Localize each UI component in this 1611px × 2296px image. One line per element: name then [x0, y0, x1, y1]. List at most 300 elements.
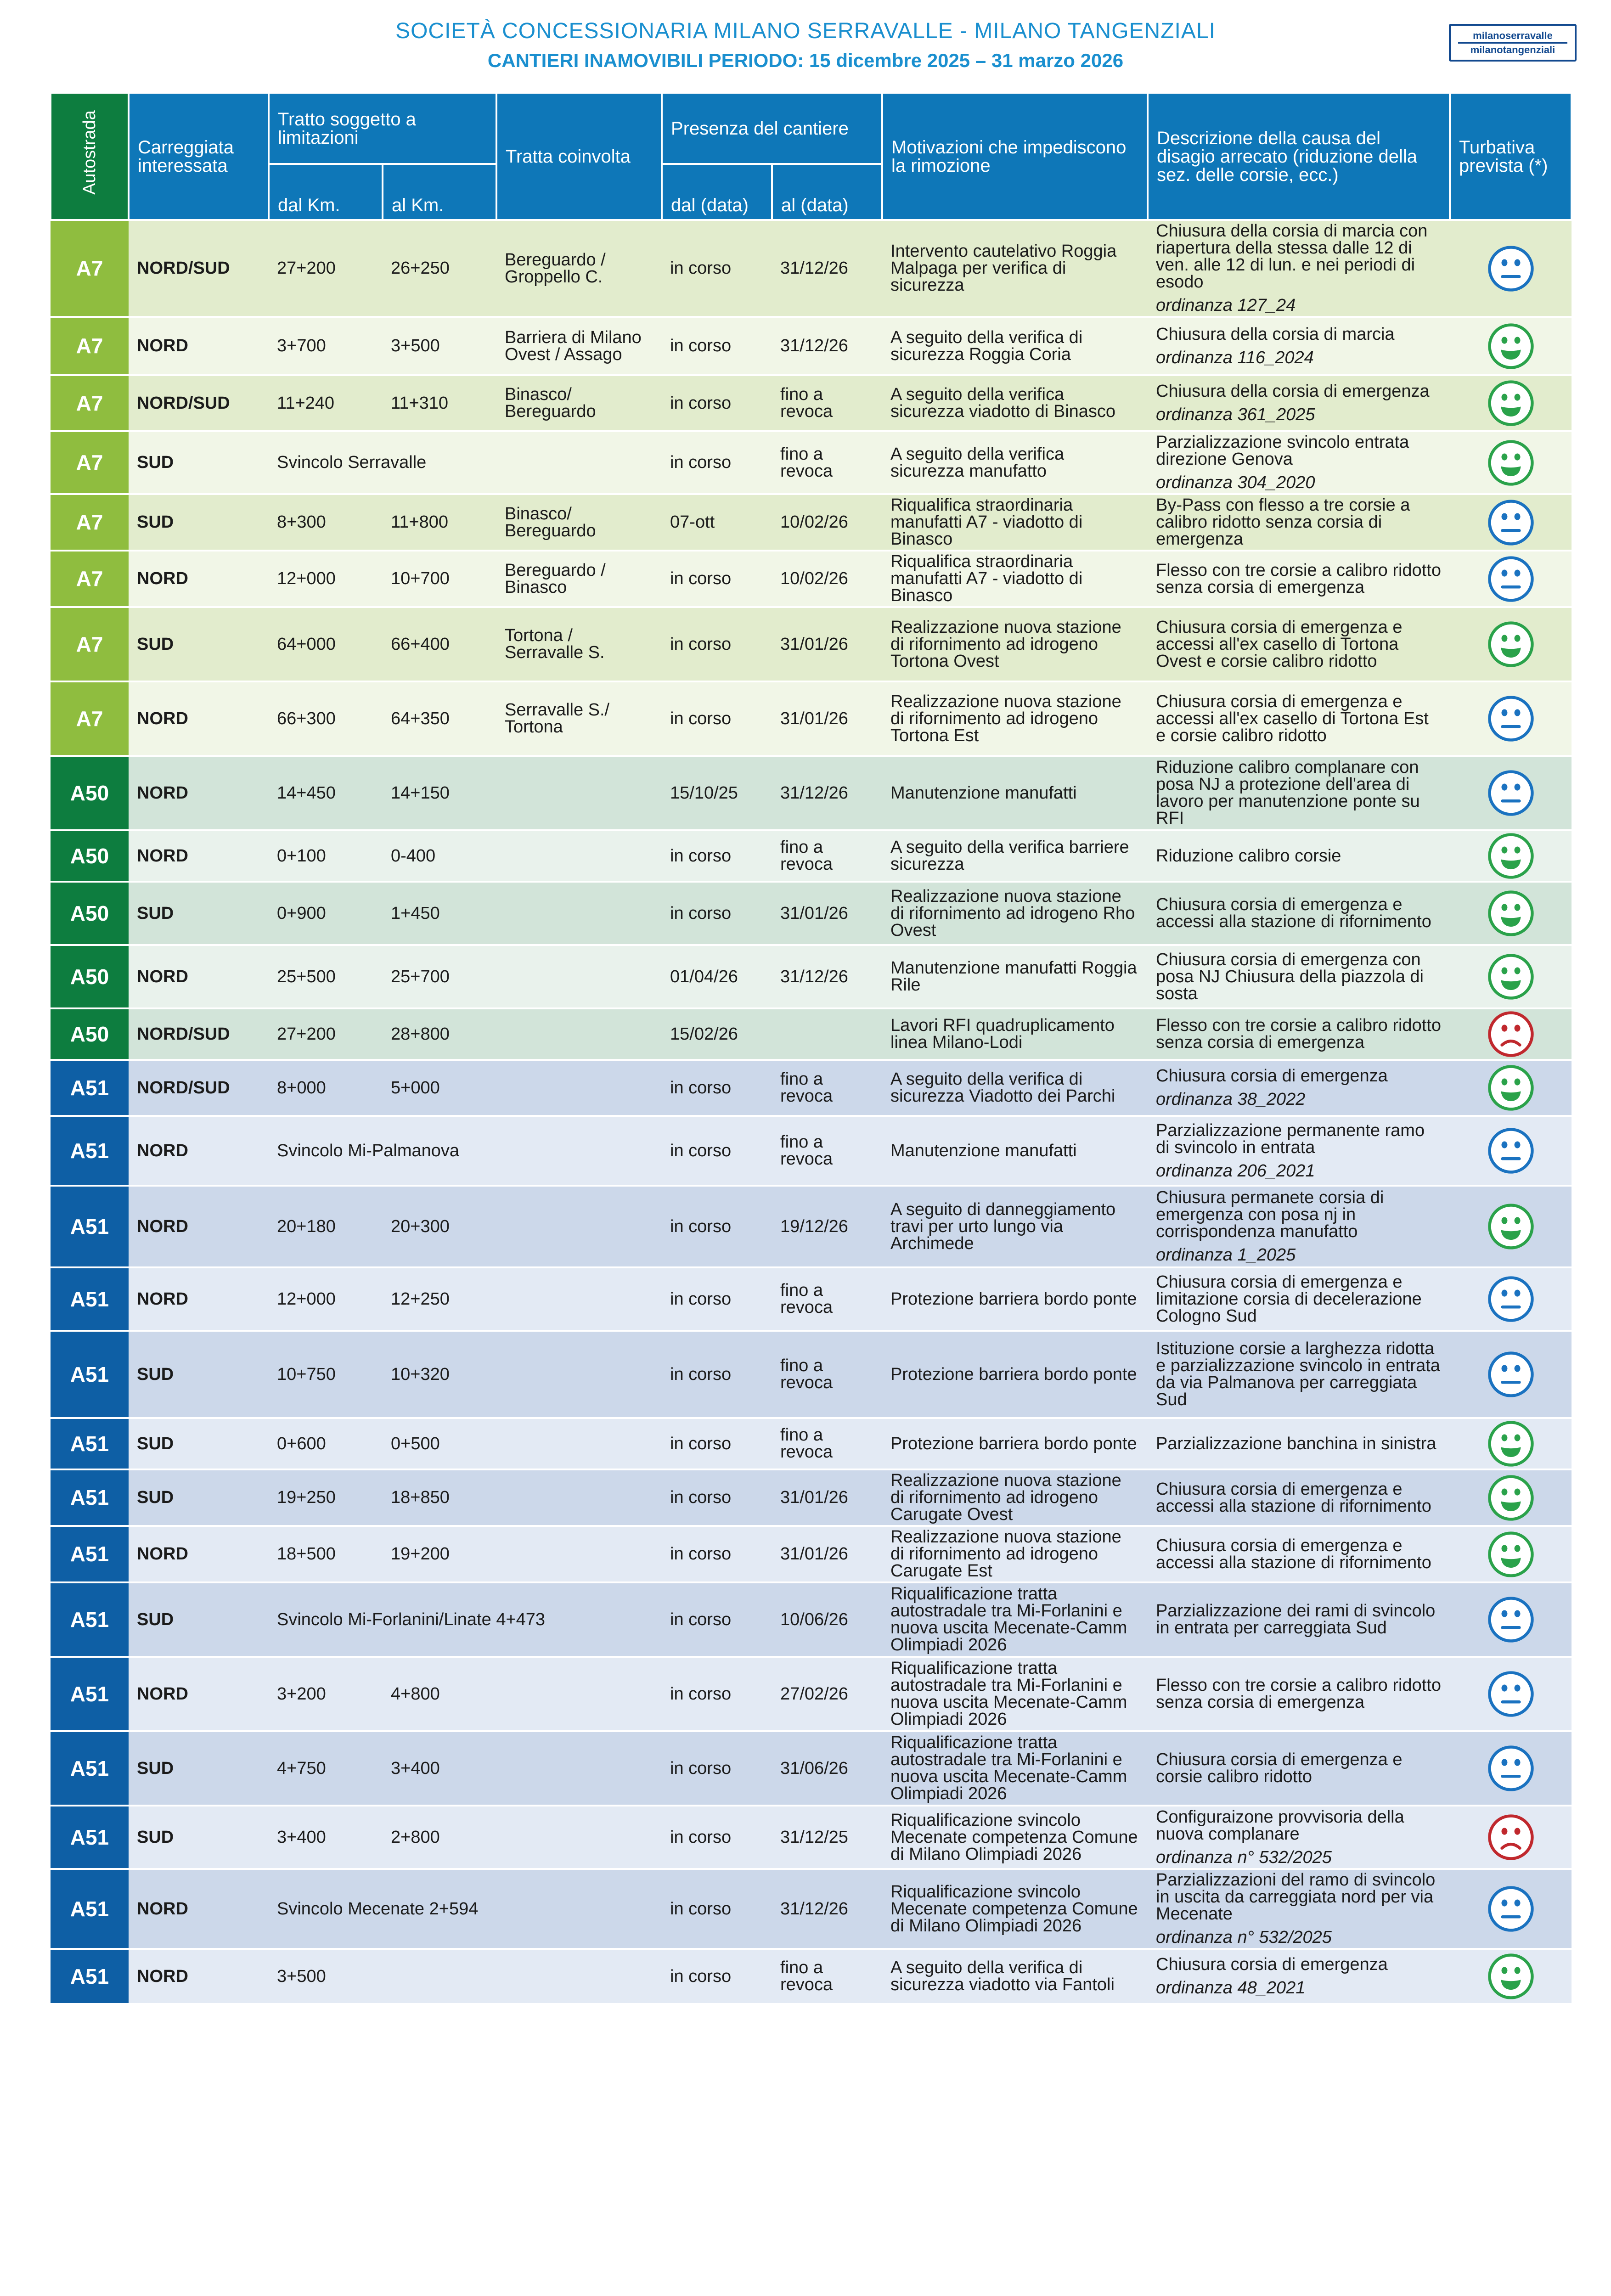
- table-row: [51, 1582, 1572, 1657]
- to-km-cell: 5+000: [383, 1060, 496, 1116]
- to-date-cell: fino a revoca: [772, 1060, 882, 1116]
- to-km-cell: 11+800: [383, 494, 496, 551]
- smiley-neutral-blue-icon: [1486, 1758, 1536, 1777]
- to-km-cell: 3+500: [383, 317, 496, 375]
- direction-cell: NORD/SUD: [129, 220, 269, 317]
- description-cell: [1148, 1008, 1450, 1060]
- smiley-green-icon: [1486, 336, 1536, 355]
- description-cell: [1148, 1526, 1450, 1582]
- col-tratta: Tratta coinvolta: [496, 93, 662, 220]
- impact-cell: [1450, 431, 1572, 494]
- to-km-cell: 12+250: [383, 1267, 496, 1331]
- description-text: Chiusura corsia di emergenza e accessi alla stazione di rifornimento: [1156, 895, 1431, 931]
- section-cell: Barriera di Milano Ovest / Assago: [496, 317, 662, 375]
- from-km-cell: 19+250: [269, 1469, 383, 1526]
- from-km-cell: 8+000: [269, 1060, 383, 1116]
- impact-cell: [1450, 220, 1572, 317]
- impact-cell: [1450, 945, 1572, 1008]
- reason-cell: Riqualificazione tratta autostradale tra Mi-Forlanini e nuova uscita Mecenate-Camm Olimpiadi 2026: [882, 1582, 1148, 1657]
- table-row: [51, 1267, 1572, 1331]
- direction-cell: SUD: [129, 882, 269, 945]
- table-row: [51, 1657, 1572, 1731]
- to-km-cell: 19+200: [383, 1526, 496, 1582]
- table-row: [51, 756, 1572, 830]
- description-text: By-Pass con flesso a tre corsie a calibro ridotto senza corsia di emergenza: [1156, 495, 1410, 549]
- direction-cell: SUD: [129, 1582, 269, 1657]
- direction-cell: NORD: [129, 551, 269, 607]
- section-cell: Bereguardo / Groppello C.: [496, 220, 662, 317]
- from-km-cell: 18+500: [269, 1526, 383, 1582]
- section-cell: Binasco/ Bereguardo: [496, 375, 662, 431]
- highway-label: A7: [51, 607, 129, 681]
- from-km-cell: 11+240: [269, 375, 383, 431]
- reason-cell: Riqualificazione tratta autostradale tra Mi-Forlanini e nuova uscita Mecenate-Camm Olimpiadi 2026: [882, 1657, 1148, 1731]
- direction-cell: SUD: [129, 1469, 269, 1526]
- to-km-cell: 3+400: [383, 1731, 496, 1806]
- from-date-cell: in corso: [662, 830, 772, 882]
- from-date-cell: 01/04/26: [662, 945, 772, 1008]
- section-cell: Binasco/ Bereguardo: [496, 494, 662, 551]
- highway-label: A51: [51, 1469, 129, 1526]
- smiley-green-icon: [1486, 966, 1536, 985]
- to-date-cell: 31/01/26: [772, 1469, 882, 1526]
- description-cell: [1148, 945, 1450, 1008]
- highway-label: A7: [51, 375, 129, 431]
- to-km-cell: 10+320: [383, 1331, 496, 1418]
- to-date-cell: 19/12/26: [772, 1186, 882, 1267]
- highway-label: A51: [51, 1657, 129, 1731]
- reason-cell: Riqualificazione svincolo Mecenate competenza Comune di Milano Olimpiadi 2026: [882, 1869, 1148, 1949]
- impact-cell: [1450, 1806, 1572, 1869]
- description-cell: [1148, 1731, 1450, 1806]
- to-km-cell: 26+250: [383, 220, 496, 317]
- description-text: Parzializzazioni del ramo di svincolo in uscita da carreggiata nord per via Mecenate: [1156, 1870, 1436, 1924]
- ordinance-text: ordinanza 116_2024: [1156, 348, 1314, 367]
- smiley-neutral-blue-icon: [1486, 512, 1536, 531]
- from-date-cell: in corso: [662, 1186, 772, 1267]
- col-autostrada: Autostrada: [51, 93, 129, 220]
- description-cell: [1148, 1060, 1450, 1116]
- smiley-neutral-blue-icon: [1486, 782, 1536, 802]
- from-date-cell: in corso: [662, 220, 772, 317]
- to-date-cell: 31/01/26: [772, 1526, 882, 1582]
- description-text: Parzializzazione permanente ramo di svincolo in entrata: [1156, 1120, 1425, 1157]
- reason-cell: Intervento cautelativo Roggia Malpaga per verifica di sicurezza: [882, 220, 1148, 317]
- highway-label: A51: [51, 1526, 129, 1582]
- section-cell: [496, 1806, 662, 1869]
- highway-label: A51: [51, 1116, 129, 1186]
- section-cell: [496, 1949, 662, 2003]
- to-km-cell: 4+800: [383, 1657, 496, 1731]
- highway-label: A7: [51, 494, 129, 551]
- from-km-cell: 64+000: [269, 607, 383, 681]
- smiley-green-icon: [1486, 452, 1536, 472]
- section-span-cell: Svincolo Mi-Palmanova: [269, 1116, 662, 1186]
- table-row: [51, 317, 1572, 375]
- direction-cell: NORD: [129, 1267, 269, 1331]
- description-cell: [1148, 551, 1450, 607]
- sad-face-red-icon: [1486, 1024, 1536, 1043]
- to-date-cell: 31/01/26: [772, 882, 882, 945]
- highway-label: A50: [51, 1008, 129, 1060]
- ordinance-text: ordinanza 361_2025: [1156, 405, 1315, 424]
- direction-cell: NORD: [129, 681, 269, 756]
- highway-label: A51: [51, 1949, 129, 2003]
- description-text: Parzializzazione dei rami di svincolo in entrata per carreggiata Sud: [1156, 1601, 1436, 1638]
- period-subtitle: CANTIERI INAMOVIBILI PERIODO: 15 dicembre 2025 – 31 marzo 2026: [487, 50, 1124, 71]
- to-date-cell: fino a revoca: [772, 1116, 882, 1186]
- to-km-cell: 0-400: [383, 830, 496, 882]
- to-km-cell: 18+850: [383, 1469, 496, 1526]
- to-date-cell: 31/01/26: [772, 681, 882, 756]
- smiley-green-icon: [1486, 1216, 1536, 1235]
- reason-cell: Riqualificazione svincolo Mecenate competenza Comune di Milano Olimpiadi 2026: [882, 1806, 1148, 1869]
- description-text: Istituzione corsie a larghezza ridotta e parzializzazione svincolo in entrata da via Palmanova per carreggiata Sud: [1156, 1339, 1440, 1409]
- to-date-cell: 31/06/26: [772, 1731, 882, 1806]
- section-cell: [496, 1526, 662, 1582]
- impact-cell: [1450, 551, 1572, 607]
- impact-cell: [1450, 1526, 1572, 1582]
- smiley-green-icon: [1486, 903, 1536, 922]
- reason-cell: Protezione barriera bordo ponte: [882, 1418, 1148, 1469]
- col-al-km: al Km.: [383, 164, 496, 220]
- description-cell: [1148, 1657, 1450, 1731]
- smiley-neutral-blue-icon: [1486, 1898, 1536, 1918]
- from-date-cell: in corso: [662, 1267, 772, 1331]
- reason-cell: Realizzazione nuova stazione di rifornimento ad idrogeno Carugate Ovest: [882, 1469, 1148, 1526]
- to-date-cell: fino a revoca: [772, 1949, 882, 2003]
- to-km-cell: [383, 1949, 496, 2003]
- table-row: [51, 1731, 1572, 1806]
- col-dal-km: dal Km.: [269, 164, 383, 220]
- direction-cell: NORD: [129, 756, 269, 830]
- table-row: [51, 1806, 1572, 1869]
- highway-label: A7: [51, 681, 129, 756]
- description-cell: [1148, 1582, 1450, 1657]
- direction-cell: NORD: [129, 1949, 269, 2003]
- description-text: Chiusura corsia di emergenza e accessi all'ex casello di Tortona Est e corsie calibro ridotto: [1156, 692, 1429, 745]
- impact-cell: [1450, 1060, 1572, 1116]
- smiley-neutral-blue-icon: [1486, 1609, 1536, 1628]
- description-cell: [1148, 1806, 1450, 1869]
- from-km-cell: 66+300: [269, 681, 383, 756]
- impact-cell: [1450, 1008, 1572, 1060]
- description-cell: [1148, 681, 1450, 756]
- smiley-green-icon: [1486, 1966, 1536, 1985]
- description-cell: [1148, 1331, 1450, 1418]
- to-date-cell: fino a revoca: [772, 431, 882, 494]
- description-text: Flesso con tre corsie a calibro ridotto senza corsia di emergenza: [1156, 1016, 1441, 1052]
- description-text: Chiusura corsia di emergenza e corsie calibro ridotto: [1156, 1750, 1403, 1786]
- direction-cell: SUD: [129, 607, 269, 681]
- to-date-cell: [772, 1008, 882, 1060]
- smiley-green-icon: [1486, 1433, 1536, 1452]
- direction-cell: SUD: [129, 1806, 269, 1869]
- reason-cell: Protezione barriera bordo ponte: [882, 1331, 1148, 1418]
- impact-cell: [1450, 1331, 1572, 1418]
- direction-cell: SUD: [129, 431, 269, 494]
- impact-cell: [1450, 375, 1572, 431]
- ordinance-text: ordinanza 48_2021: [1156, 1978, 1306, 1998]
- from-km-cell: 27+200: [269, 220, 383, 317]
- section-cell: [496, 830, 662, 882]
- table-row: [51, 431, 1572, 494]
- description-text: Chiusura corsia di emergenza: [1156, 1955, 1388, 1974]
- direction-cell: NORD/SUD: [129, 1008, 269, 1060]
- table-row: [51, 1008, 1572, 1060]
- description-text: Parzializzazione svincolo entrata direzione Genova: [1156, 433, 1409, 469]
- section-cell: [496, 1008, 662, 1060]
- impact-cell: [1450, 882, 1572, 945]
- impact-cell: [1450, 1869, 1572, 1949]
- from-date-cell: in corso: [662, 607, 772, 681]
- from-date-cell: in corso: [662, 1869, 772, 1949]
- table-row: [51, 1526, 1572, 1582]
- reason-cell: Manutenzione manufatti: [882, 756, 1148, 830]
- to-date-cell: fino a revoca: [772, 375, 882, 431]
- reason-cell: A seguito di danneggiamento travi per urto lungo via Archimede: [882, 1186, 1148, 1267]
- to-km-cell: 25+700: [383, 945, 496, 1008]
- smiley-green-icon: [1486, 634, 1536, 653]
- to-date-cell: 31/12/26: [772, 220, 882, 317]
- description-text: Chiusura corsia di emergenza e accessi all'ex casello di Tortona Ovest e corsie calibro ridotto: [1156, 617, 1403, 671]
- to-km-cell: 20+300: [383, 1186, 496, 1267]
- direction-cell: NORD/SUD: [129, 1060, 269, 1116]
- table-row: [51, 1186, 1572, 1267]
- description-text: Chiusura corsia di emergenza e accessi alla stazione di rifornimento: [1156, 1479, 1431, 1516]
- to-date-cell: fino a revoca: [772, 1418, 882, 1469]
- direction-cell: NORD: [129, 1869, 269, 1949]
- to-km-cell: 11+310: [383, 375, 496, 431]
- ordinance-text: ordinanza 1_2025: [1156, 1245, 1296, 1265]
- to-date-cell: 10/02/26: [772, 551, 882, 607]
- col-carreggiata: Carreggiata interessata: [129, 93, 269, 220]
- impact-cell: [1450, 681, 1572, 756]
- reason-cell: Riqualificazione tratta autostradale tra Mi-Forlanini e nuova uscita Mecenate-Camm Olimpiadi 2026: [882, 1731, 1148, 1806]
- reason-cell: Realizzazione nuova stazione di rifornimento ad idrogeno Carugate Est: [882, 1526, 1148, 1582]
- description-text: Flesso con tre corsie a calibro ridotto senza corsia di emergenza: [1156, 1676, 1441, 1712]
- description-text: Chiusura corsia di emergenza: [1156, 1066, 1388, 1086]
- from-km-cell: 0+600: [269, 1418, 383, 1469]
- impact-cell: [1450, 1418, 1572, 1469]
- reason-cell: Realizzazione nuova stazione di rifornimento ad idrogeno Tortona Est: [882, 681, 1148, 756]
- description-cell: [1148, 1267, 1450, 1331]
- impact-cell: [1450, 830, 1572, 882]
- section-cell: [496, 756, 662, 830]
- reason-cell: Riqualifica straordinaria manufatti A7 - viadotto di Binasco: [882, 551, 1148, 607]
- to-date-cell: 31/12/26: [772, 1869, 882, 1949]
- description-text: Chiusura della corsia di marcia: [1156, 324, 1395, 344]
- direction-cell: NORD: [129, 945, 269, 1008]
- from-km-cell: 10+750: [269, 1331, 383, 1418]
- reason-cell: Manutenzione manufatti: [882, 1116, 1148, 1186]
- description-cell: [1148, 1869, 1450, 1949]
- impact-cell: [1450, 1731, 1572, 1806]
- to-date-cell: 27/02/26: [772, 1657, 882, 1731]
- direction-cell: NORD: [129, 1116, 269, 1186]
- to-date-cell: 31/12/26: [772, 317, 882, 375]
- col-motivazioni: Motivazioni che impediscono la rimozione: [882, 93, 1148, 220]
- col-dal-data: dal (data): [662, 164, 772, 220]
- from-date-cell: in corso: [662, 882, 772, 945]
- smiley-green-icon: [1486, 393, 1536, 412]
- from-km-cell: 20+180: [269, 1186, 383, 1267]
- to-km-cell: 64+350: [383, 681, 496, 756]
- reason-cell: Riqualifica straordinaria manufatti A7 - viadotto di Binasco: [882, 494, 1148, 551]
- highway-label: A50: [51, 882, 129, 945]
- reason-cell: Realizzazione nuova stazione di rifornimento ad idrogeno Tortona Ovest: [882, 607, 1148, 681]
- description-cell: [1148, 1469, 1450, 1526]
- table-row: [51, 494, 1572, 551]
- ordinance-text: ordinanza 304_2020: [1156, 473, 1315, 492]
- smiley-green-icon: [1486, 1487, 1536, 1507]
- section-cell: [496, 1060, 662, 1116]
- table-row: [51, 681, 1572, 756]
- from-date-cell: 15/02/26: [662, 1008, 772, 1060]
- direction-cell: NORD/SUD: [129, 375, 269, 431]
- section-cell: [496, 1731, 662, 1806]
- ordinance-text: ordinanza 206_2021: [1156, 1161, 1315, 1181]
- table-row: [51, 830, 1572, 882]
- description-cell: [1148, 756, 1450, 830]
- highway-label: A51: [51, 1869, 129, 1949]
- highway-label: A7: [51, 431, 129, 494]
- from-km-cell: 27+200: [269, 1008, 383, 1060]
- section-span-cell: Svincolo Mecenate 2+594: [269, 1869, 662, 1949]
- direction-cell: SUD: [129, 1731, 269, 1806]
- impact-cell: [1450, 607, 1572, 681]
- from-km-cell: 3+500: [269, 1949, 383, 2003]
- to-date-cell: fino a revoca: [772, 830, 882, 882]
- from-date-cell: 15/10/25: [662, 756, 772, 830]
- description-cell: [1148, 494, 1450, 551]
- from-date-cell: in corso: [662, 1526, 772, 1582]
- highway-label: A51: [51, 1582, 129, 1657]
- from-date-cell: in corso: [662, 681, 772, 756]
- impact-cell: [1450, 1657, 1572, 1731]
- highway-label: A7: [51, 317, 129, 375]
- to-km-cell: 2+800: [383, 1806, 496, 1869]
- section-cell: Serravalle S./ Tortona: [496, 681, 662, 756]
- section-cell: [496, 1469, 662, 1526]
- description-cell: [1148, 1418, 1450, 1469]
- direction-cell: SUD: [129, 494, 269, 551]
- to-km-cell: 0+500: [383, 1418, 496, 1469]
- description-text: Riduzione calibro complanare con posa NJ a protezione dell'area di lavoro per manutenzione ponte su RFI: [1156, 758, 1420, 828]
- highway-label: A51: [51, 1267, 129, 1331]
- direction-cell: SUD: [129, 1331, 269, 1418]
- reason-cell: Protezione barriera bordo ponte: [882, 1267, 1148, 1331]
- logo-line-1: milanoserravalle: [1473, 29, 1553, 41]
- col-tratto: Tratto soggetto a limitazioni: [269, 93, 496, 164]
- impact-cell: [1450, 1949, 1572, 2003]
- from-date-cell: in corso: [662, 1731, 772, 1806]
- table-row: [51, 1869, 1572, 1949]
- ordinance-text: ordinanza n° 532/2025: [1156, 1928, 1332, 1947]
- ordinance-text: ordinanza 38_2022: [1156, 1090, 1306, 1109]
- table-row: [51, 375, 1572, 431]
- to-date-cell: fino a revoca: [772, 1267, 882, 1331]
- smiley-green-icon: [1486, 845, 1536, 865]
- impact-cell: [1450, 1582, 1572, 1657]
- to-date-cell: 31/12/25: [772, 1806, 882, 1869]
- table-row: [51, 1418, 1572, 1469]
- from-date-cell: in corso: [662, 431, 772, 494]
- to-date-cell: 31/12/26: [772, 945, 882, 1008]
- to-km-cell: 28+800: [383, 1008, 496, 1060]
- description-cell: [1148, 317, 1450, 375]
- description-text: Chiusura corsia di emergenza e limitazione corsia di decelerazione Cologno Sud: [1156, 1272, 1422, 1326]
- from-date-cell: in corso: [662, 375, 772, 431]
- section-cell: [496, 1331, 662, 1418]
- section-cell: [496, 945, 662, 1008]
- to-date-cell: 10/02/26: [772, 494, 882, 551]
- description-text: Chiusura della corsia di emergenza: [1156, 382, 1430, 401]
- from-date-cell: in corso: [662, 1582, 772, 1657]
- impact-cell: [1450, 1267, 1572, 1331]
- table-row: [51, 882, 1572, 945]
- from-date-cell: 07-ott: [662, 494, 772, 551]
- from-date-cell: in corso: [662, 1060, 772, 1116]
- from-km-cell: 14+450: [269, 756, 383, 830]
- reason-cell: A seguito della verifica barriere sicurezza: [882, 830, 1148, 882]
- highway-label: A51: [51, 1060, 129, 1116]
- from-km-cell: 3+200: [269, 1657, 383, 1731]
- highway-label: A51: [51, 1186, 129, 1267]
- from-date-cell: in corso: [662, 1116, 772, 1186]
- table-row: [51, 1949, 1572, 2003]
- table-row: [51, 551, 1572, 607]
- smiley-green-icon: [1486, 1544, 1536, 1563]
- description-text: Configuraizone provvisoria della nuova complanare: [1156, 1807, 1404, 1844]
- section-cell: Bereguardo / Binasco: [496, 551, 662, 607]
- highway-label: A51: [51, 1418, 129, 1469]
- col-turbativa: Turbativa prevista (*): [1450, 93, 1572, 220]
- highway-label: A50: [51, 945, 129, 1008]
- section-span-cell: Svincolo Mi-Forlanini/Linate 4+473: [269, 1582, 662, 1657]
- description-text: Chiusura della corsia di marcia con riapertura della stessa dalle 12 di ven. alle 12 di lun. e nei periodi di esodo: [1156, 221, 1428, 292]
- from-km-cell: 0+900: [269, 882, 383, 945]
- impact-cell: [1450, 317, 1572, 375]
- table-row: [51, 1116, 1572, 1186]
- to-km-cell: 10+700: [383, 551, 496, 607]
- reason-cell: A seguito della verifica sicurezza viadotto di Binasco: [882, 375, 1148, 431]
- direction-cell: NORD: [129, 317, 269, 375]
- section-cell: [496, 1418, 662, 1469]
- table-row: [51, 220, 1572, 317]
- direction-cell: SUD: [129, 1418, 269, 1469]
- direction-cell: NORD: [129, 1657, 269, 1731]
- smiley-neutral-blue-icon: [1486, 258, 1536, 277]
- ordinance-text: ordinanza n° 532/2025: [1156, 1847, 1332, 1867]
- smiley-neutral-blue-icon: [1486, 568, 1536, 588]
- direction-cell: NORD: [129, 1186, 269, 1267]
- section-span-cell: Svincolo Serravalle: [269, 431, 662, 494]
- to-date-cell: 10/06/26: [772, 1582, 882, 1657]
- section-cell: Tortona / Serravalle S.: [496, 607, 662, 681]
- from-km-cell: 12+000: [269, 551, 383, 607]
- to-date-cell: fino a revoca: [772, 1331, 882, 1418]
- from-date-cell: in corso: [662, 1331, 772, 1418]
- logo-line-2: milanotangenziali: [1458, 42, 1567, 56]
- col-al-data: al (data): [772, 164, 882, 220]
- table-row: [51, 1331, 1572, 1418]
- description-text: Riduzione calibro corsie: [1156, 846, 1341, 866]
- smiley-neutral-blue-icon: [1486, 1140, 1536, 1159]
- ordinance-text: ordinanza 127_24: [1156, 296, 1296, 315]
- from-km-cell: 25+500: [269, 945, 383, 1008]
- description-text: Parzializzazione banchina in sinistra: [1156, 1434, 1436, 1453]
